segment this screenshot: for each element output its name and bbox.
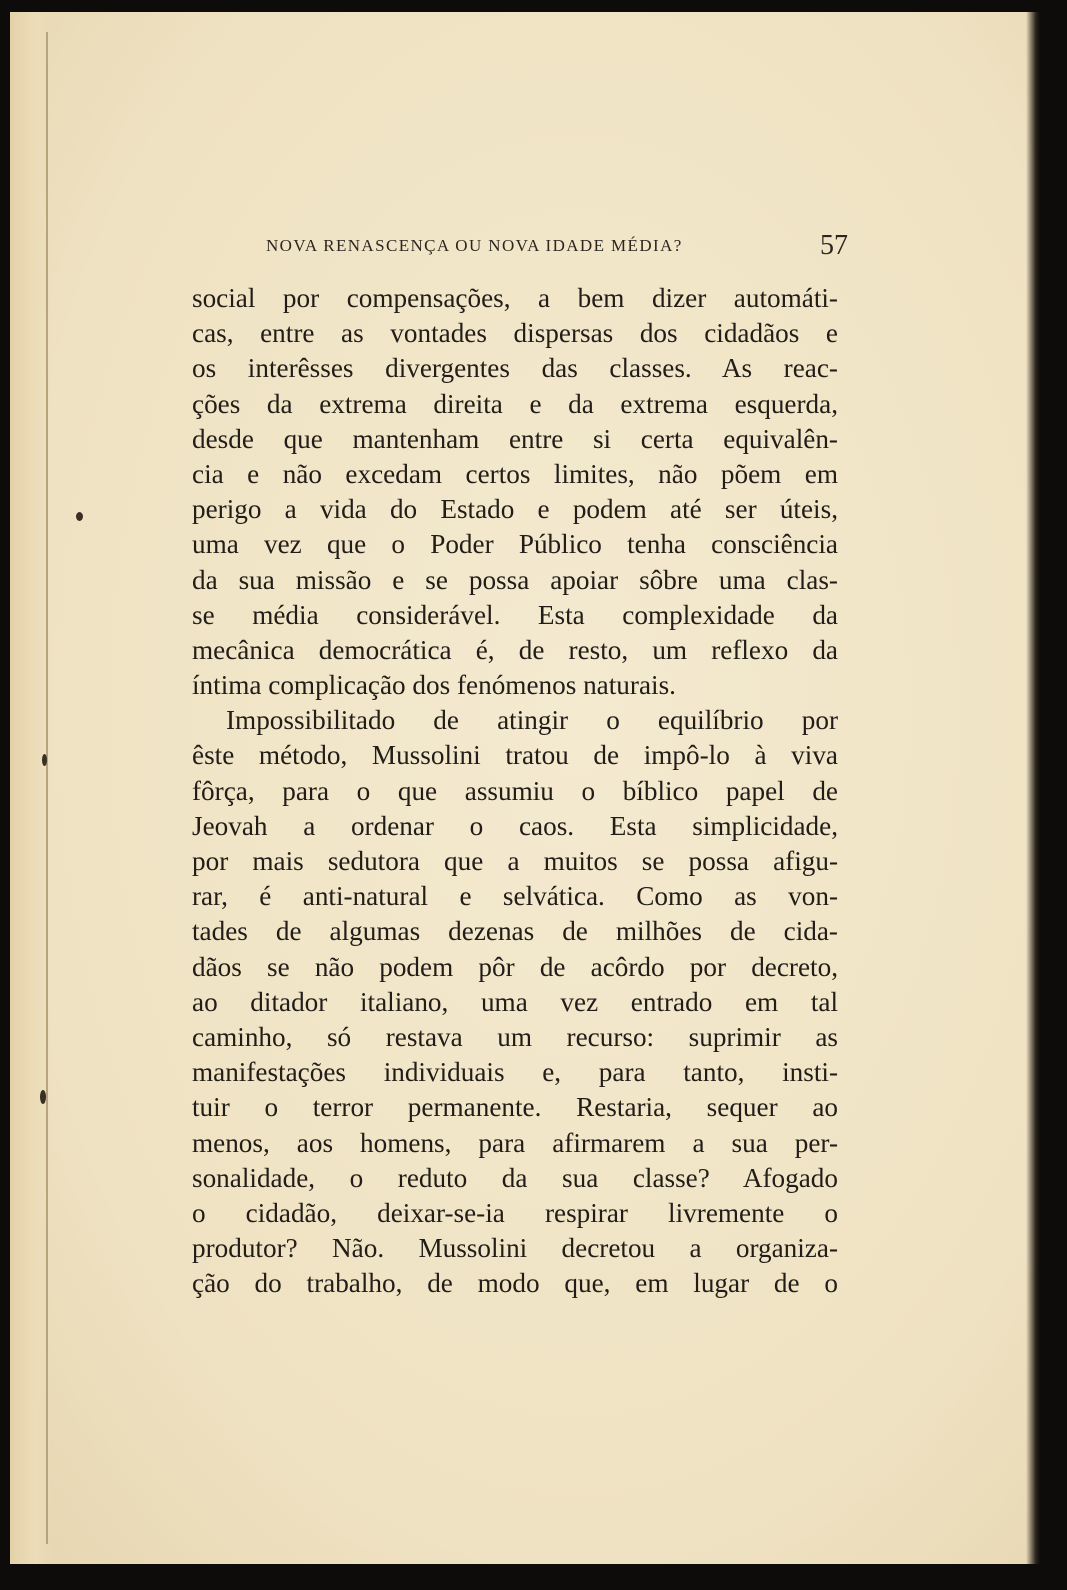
text-line: uma vez que o Poder Público tenha consciência: [192, 529, 838, 560]
text-line: se média considerável. Esta complexidade da: [192, 599, 838, 630]
text-line: cas, entre as vontades dispersas dos cidadãos e: [192, 318, 838, 349]
ink-speck: [76, 512, 83, 521]
page-number: 57: [820, 230, 848, 261]
text-line: dãos se não podem pôr de acôrdo por decreto,: [192, 951, 838, 982]
ink-speck: [42, 754, 47, 766]
text-line: tades de algumas dezenas de milhões de cida-: [192, 916, 838, 947]
text-line: fôrça, para o que assumiu o bíblico papel de: [192, 775, 838, 806]
text-line: por mais sedutora que a muitos se possa afigu-: [192, 846, 838, 876]
text-line: Impossibilitado de atingir o equilíbrio por: [226, 705, 838, 736]
text-line: social por compensações, a bem dizer automáti-: [192, 283, 838, 313]
text-line: os interêsses divergentes das classes. As reac-: [192, 353, 838, 384]
ink-speck: [40, 1090, 46, 1104]
text-line: ção do trabalho, de modo que, em lugar de o: [192, 1268, 838, 1299]
text-line: sonalidade, o reduto da sua classe? Afogado: [192, 1162, 838, 1193]
page-edge-shadow: [1026, 12, 1040, 1564]
binding-fold-line: [46, 32, 48, 1544]
text-line: rar, é anti-natural e selvática. Como as von-: [192, 881, 838, 912]
text-line: êste método, Mussolini tratou de impô-lo à viva: [192, 740, 838, 771]
text-line: perigo a vida do Estado e podem até ser úteis,: [192, 494, 838, 525]
body-text: [192, 281, 838, 1301]
text-line: Jeovah a ordenar o caos. Esta simplicidade,: [192, 810, 838, 841]
text-line: tuir o terror permanente. Restaria, sequer ao: [192, 1092, 838, 1123]
text-line: desde que mantenham entre si certa equivalên-: [192, 423, 838, 454]
text-line: mecânica democrática é, de resto, um reflexo da: [192, 634, 838, 665]
text-line: manifestações individuais e, para tanto, insti-: [192, 1057, 838, 1088]
text-line: o cidadão, deixar-se-ia respirar livremente o: [192, 1197, 838, 1228]
text-line: ao ditador italiano, uma vez entrado em tal: [192, 986, 838, 1017]
running-head: NOVA RENASCENÇA OU NOVA IDADE MÉDIA?: [266, 236, 683, 255]
text-line: caminho, só restava um recurso: suprimir as: [192, 1021, 838, 1052]
text-line: íntima complicação dos fenómenos naturais.: [192, 670, 676, 701]
page-header: [266, 230, 848, 266]
text-line: produtor? Não. Mussolini decretou a organiza-: [192, 1233, 838, 1264]
text-line: menos, aos homens, para afirmarem a sua per-: [192, 1127, 838, 1158]
text-line: ções da extrema direita e da extrema esquerda,: [192, 388, 838, 419]
text-line: da sua missão e se possa apoiar sôbre uma clas-: [192, 564, 838, 595]
text-line: cia e não excedam certos limites, não põem em: [192, 458, 838, 489]
